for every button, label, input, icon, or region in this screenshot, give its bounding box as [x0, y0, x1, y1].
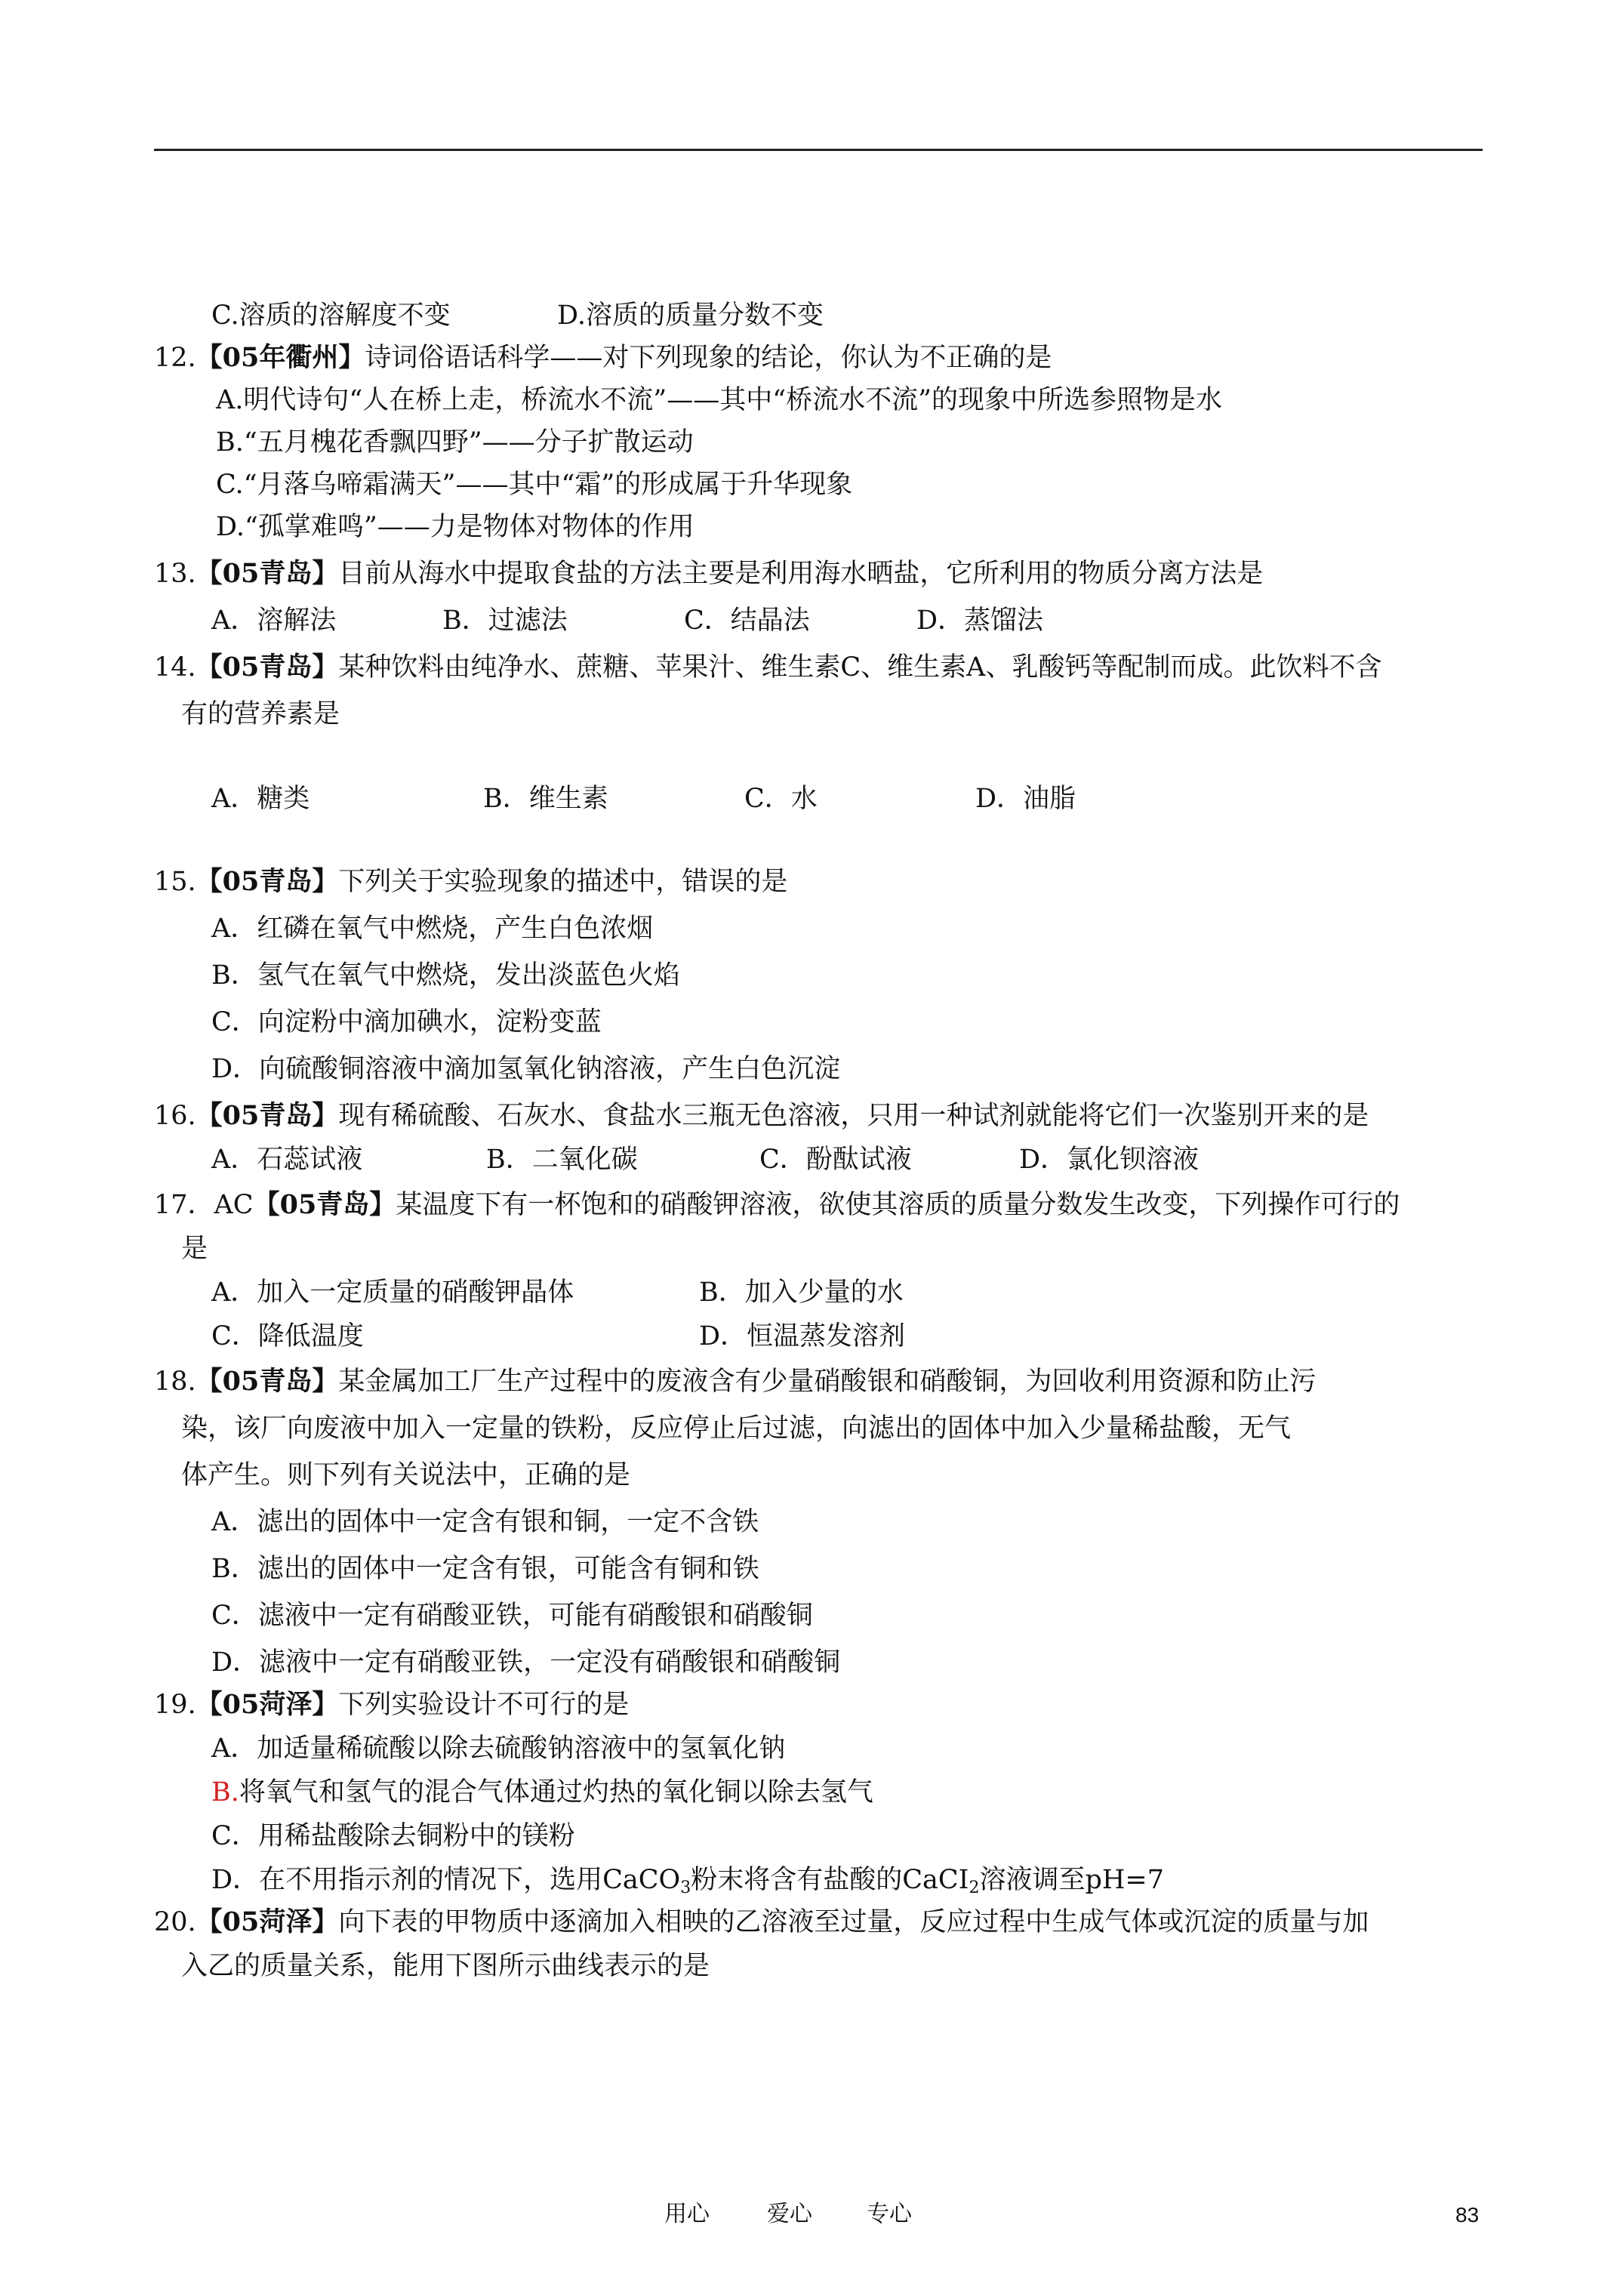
question-16-stem: 16.【05青岛】现有稀硫酸、石灰水、食盐水三瓶无色溶液，只用一种试剂就能将它们一次鉴别开来的是	[154, 1100, 1369, 1131]
q14-option-b: B．维生素	[483, 784, 608, 814]
q11-option-d: D.溶质的质量分数不变	[557, 300, 824, 331]
q15-option-d: D．向硫酸铜溶液中滴加氢氧化钠溶液，产生白色沉淀	[211, 1054, 841, 1084]
q18-option-b: B．滤出的固体中一定含有银，可能含有铜和铁	[211, 1554, 759, 1584]
question-18-stem-cont: 染，该厂向废液中加入一定量的铁粉，反应停止后过滤，向滤出的固体中加入少量稀盐酸，无气	[181, 1413, 1292, 1444]
question-17-stem: 17．AC【05青岛】某温度下有一杯饱和的硝酸钾溶液，欲使其溶质的质量分数发生改变，下列操作可行的	[154, 1189, 1400, 1220]
q14-option-c: C．水	[744, 784, 818, 814]
q16-option-a: A．石蕊试液	[211, 1145, 363, 1175]
q19-option-a: A．加适量稀硫酸以除去硫酸钠溶液中的氢氧化钠	[211, 1734, 786, 1764]
q12-option-b: B.“五月槐花香飘四野”——分子扩散运动	[216, 427, 694, 458]
q17-option-c: C．降低温度	[211, 1321, 364, 1351]
question-19-stem: 19.【05菏泽】下列实验设计不可行的是	[154, 1689, 630, 1720]
question-15-stem: 15.【05青岛】下列关于实验现象的描述中，错误的是	[154, 866, 788, 897]
q12-option-d: D.“孤掌难鸣”——力是物体对物体的作用	[216, 512, 694, 542]
q13-option-a: A．溶解法	[211, 606, 337, 636]
q13-option-b: B．过滤法	[442, 606, 568, 636]
question-18-stem-cont2: 体产生。则下列有关说法中，正确的是	[181, 1460, 631, 1490]
q18-option-c: C．滤液中一定有硝酸亚铁，可能有硝酸银和硝酸铜	[211, 1601, 813, 1631]
q13-option-d: D．蒸馏法	[916, 606, 1044, 636]
q14-option-d: D．油脂	[975, 784, 1076, 814]
q15-option-a: A．红磷在氧气中燃烧，产生白色浓烟	[211, 914, 654, 944]
q18-option-a: A．滤出的固体中一定含有银和铜，一定不含铁	[211, 1507, 759, 1537]
footer-motto-2: 爱心	[767, 2201, 812, 2227]
question-14-stem: 14.【05青岛】某种饮料由纯净水、蔗糖、苹果汁、维生素C、维生素A、乳酸钙等配制而成。此饮料不含	[154, 652, 1382, 683]
question-20-stem-cont: 入乙的质量关系，能用下图所示曲线表示的是	[181, 1951, 710, 1981]
q14-option-a: A．糖类	[211, 784, 310, 814]
q13-option-c: C．结晶法	[684, 606, 810, 636]
q19-option-d: D．在不用指示剂的情况下，选用CaCO$_3$粉末将含有盐酸的CaCI$_2$溶液调至pH=7	[211, 1865, 1164, 1897]
q16-option-c: C．酚酞试液	[759, 1145, 912, 1175]
q19-option-b: B.将氧气和氢气的混合气体通过灼热的氧化铜以除去氢气	[211, 1777, 873, 1808]
page-number: 83	[1455, 2203, 1480, 2227]
q12-option-c: C.“月落乌啼霜满天”——其中“霜”的形成属于升华现象	[216, 470, 853, 500]
q17-option-b: B．加入少量的水	[699, 1277, 904, 1308]
q17-option-a: A．加入一定质量的硝酸钾晶体	[211, 1277, 574, 1308]
q18-option-d: D．滤液中一定有硝酸亚铁，一定没有硝酸银和硝酸铜	[211, 1647, 841, 1678]
header-rule	[154, 149, 1483, 151]
question-12-stem: 12.【05年衢州】诗词俗语话科学——对下列现象的结论，你认为不正确的是	[154, 342, 1052, 373]
q16-option-b: B．二氧化碳	[486, 1145, 638, 1175]
q16-option-d: D．氯化钡溶液	[1019, 1145, 1200, 1175]
q19-option-b-letter: B.	[211, 1777, 239, 1808]
q11-option-c: C.溶质的溶解度不变	[211, 300, 451, 331]
question-17-stem-cont: 是	[181, 1234, 208, 1264]
question-18-stem: 18.【05青岛】某金属加工厂生产过程中的废液含有少量硝酸银和硝酸铜，为回收利用资源和防止污	[154, 1366, 1317, 1397]
question-14-stem-cont: 有的营养素是	[181, 699, 340, 729]
q19-option-c: C．用稀盐酸除去铜粉中的镁粉	[211, 1821, 575, 1851]
footer-motto-1: 用心	[664, 2201, 710, 2227]
question-20-stem: 20.【05菏泽】向下表的甲物质中逐滴加入相映的乙溶液至过量，反应过程中生成气体或沉淀的质量与加	[154, 1906, 1369, 1937]
q15-option-c: C．向淀粉中滴加碘水，淀粉变蓝	[211, 1007, 602, 1037]
q15-option-b: B．氢气在氧气中燃烧，发出淡蓝色火焰	[211, 960, 680, 991]
q12-option-a: A.明代诗句“人在桥上走，桥流水不流”——其中“桥流水不流”的现象中所选参照物是水	[216, 385, 1222, 415]
question-13-stem: 13.【05青岛】目前从海水中提取食盐的方法主要是利用海水晒盐，它所利用的物质分离方法是	[154, 558, 1264, 589]
q17-option-d: D．恒温蒸发溶剂	[699, 1321, 906, 1351]
footer-motto-3: 专心	[867, 2201, 912, 2227]
